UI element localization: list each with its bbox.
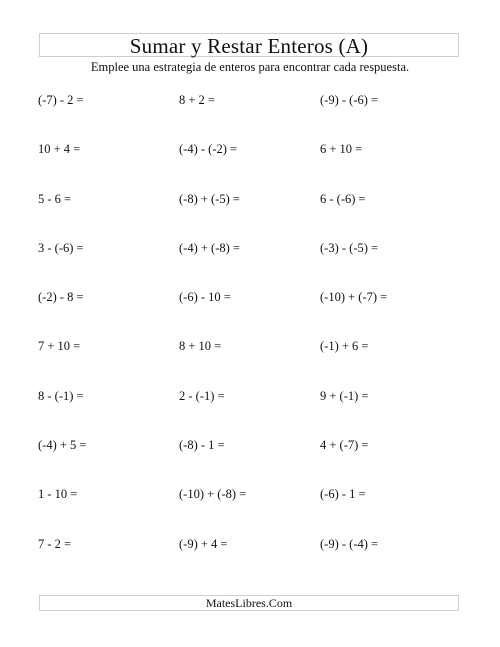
problem-17: 8 + 10 = <box>179 339 222 354</box>
problem-10: 3 - (-6) = <box>38 240 84 255</box>
problem-12: (-3) - (-5) = <box>320 240 379 255</box>
problem-23: (-8) - 1 = <box>179 438 225 453</box>
problem-20: 2 - (-1) = <box>179 388 225 403</box>
worksheet-title: Sumar y Restar Enteros (A) <box>129 33 369 58</box>
problem-26: (-10) + (-8) = <box>179 487 247 502</box>
problem-24: 4 + (-7) = <box>320 438 369 453</box>
problem-7: 5 - 6 = <box>38 191 72 206</box>
problem-11: (-4) + (-8) = <box>179 240 240 255</box>
problem-19: 8 - (-1) = <box>38 388 84 403</box>
problem-grid <box>38 92 468 585</box>
problem-27: (-6) - 1 = <box>320 487 366 502</box>
problem-25: 1 - 10 = <box>38 487 78 502</box>
problem-8: (-8) + (-5) = <box>179 191 240 206</box>
problem-30: (-9) - (-4) = <box>320 536 379 551</box>
problem-5: (-4) - (-2) = <box>179 142 238 157</box>
problem-28: 7 - 2 = <box>38 536 72 551</box>
problem-29: (-9) + 4 = <box>179 536 228 551</box>
problem-13: (-2) - 8 = <box>38 290 84 305</box>
problem-21: 9 + (-1) = <box>320 388 369 403</box>
footer-box <box>39 595 459 611</box>
problem-6: 6 + 10 = <box>320 142 363 157</box>
problem-9: 6 - (-6) = <box>320 191 366 206</box>
problem-14: (-6) - 10 = <box>179 290 231 305</box>
problem-18: (-1) + 6 = <box>320 339 369 354</box>
problem-2: 8 + 2 = <box>179 93 215 107</box>
title-box <box>39 33 459 57</box>
problem-3: (-9) - (-6) = <box>320 93 379 107</box>
instructions: Emplee una estrategia de enteros para encontrar cada respuesta. <box>90 60 410 74</box>
problem-4: 10 + 4 = <box>38 142 81 157</box>
footer-site: MatesLibres.Com <box>205 596 293 610</box>
problem-1: (-7) - 2 = <box>38 93 84 107</box>
problem-16: 7 + 10 = <box>38 339 81 354</box>
problem-15: (-10) + (-7) = <box>320 290 388 305</box>
problem-22: (-4) + 5 = <box>38 438 87 453</box>
